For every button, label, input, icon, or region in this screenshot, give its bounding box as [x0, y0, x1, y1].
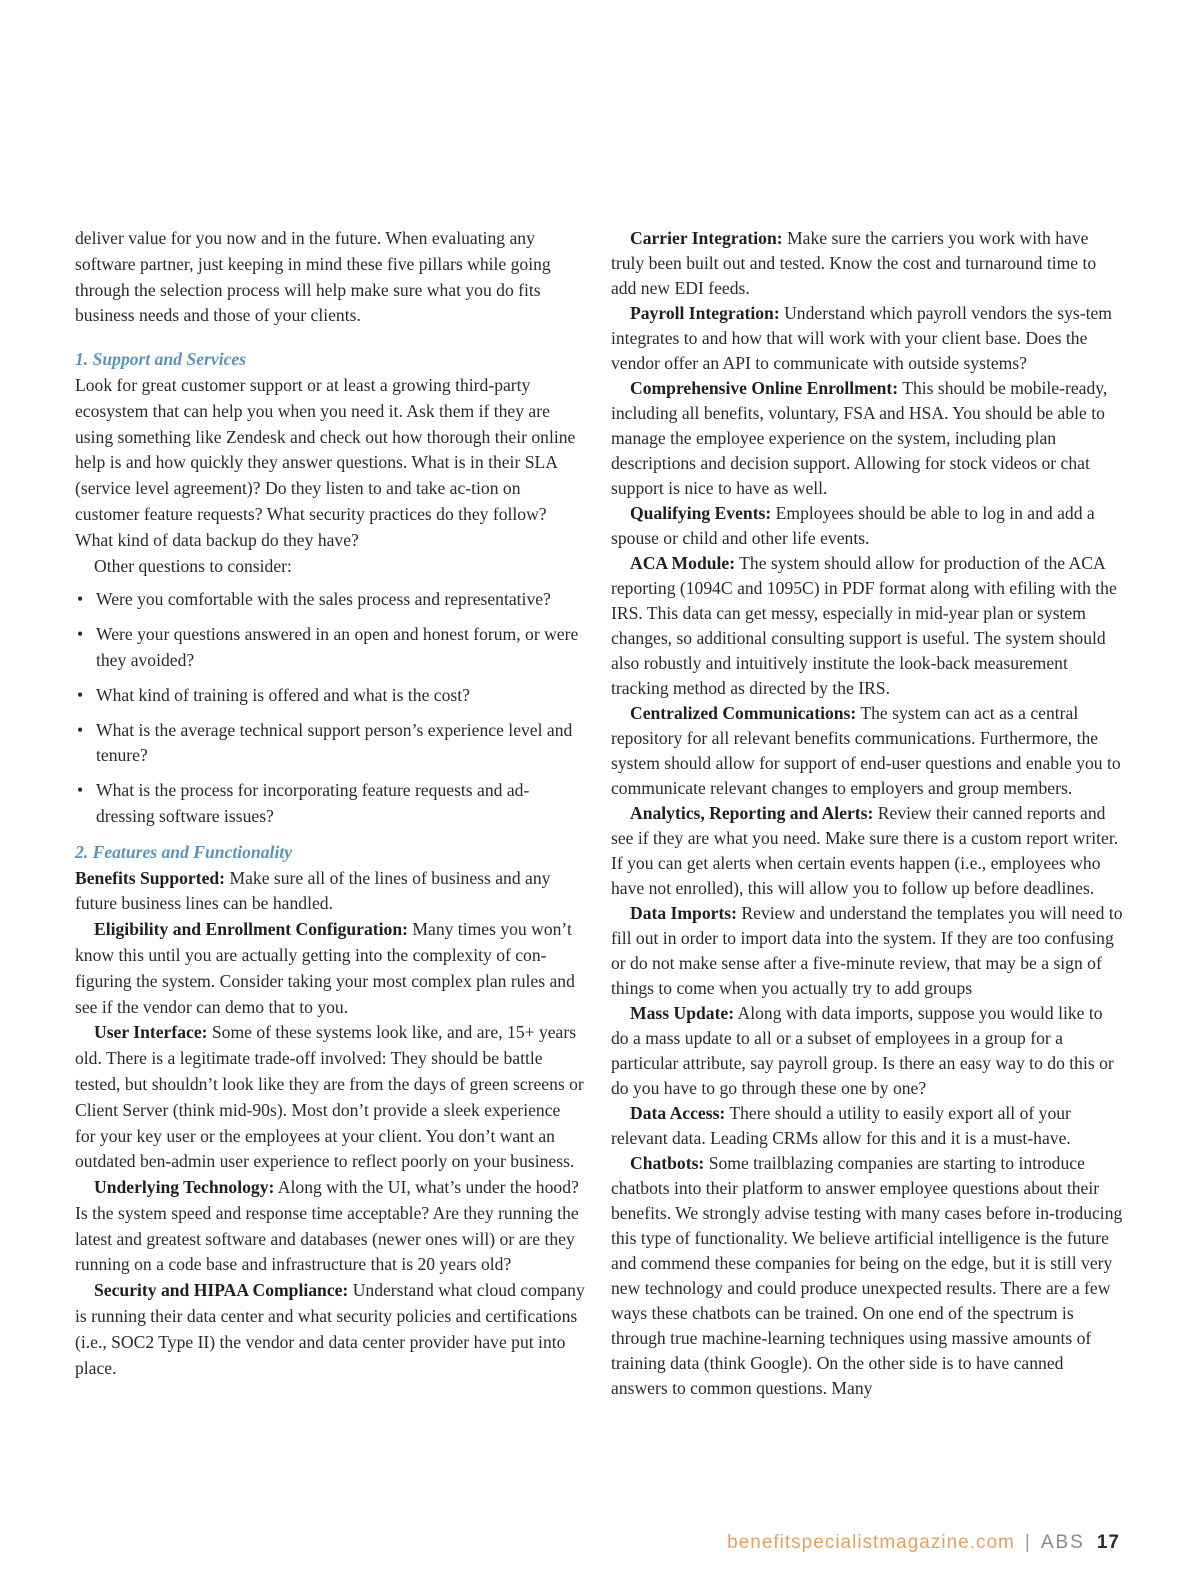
- left-column: [75, 226, 585, 1381]
- list-item: • What is the average technical support person’s experience level and tenure?: [75, 718, 585, 770]
- feature-paragraph: [75, 917, 585, 1020]
- list-item: • Were your questions answered in an open and honest forum, or were they avoided?: [75, 622, 585, 674]
- feature-text: Make sure the carriers you work with have truly been built out and tested. Know the cost and turnaround time to add new EDI feeds.: [611, 228, 1097, 298]
- feature-text: Along with data imports, suppose you would like to do a mass update to all or a subset of employees in a group for a particular attribute, say payroll group. Is there an easy way to do this or do you have to go through these one by one?: [611, 1003, 1114, 1098]
- feature-term: Data Access:: [630, 1103, 726, 1123]
- feature-paragraph: [611, 901, 1123, 1001]
- feature-text: The system can act as a central repository for all relevant benefits communications. Furthermore, the system should allow for support of end-user questions and enable you to communicate relevant changes to employers and group members.: [611, 703, 1121, 798]
- footer-website: benefitspecialistmagazine.com: [727, 1532, 1015, 1553]
- feature-paragraph: [75, 866, 585, 918]
- intro-paragraph: deliver value for you now and in the future. When evaluating any software partner, just keeping in mind these five pillars while going through the selection process will help make sure what you do fits business needs and those of your clients.: [75, 228, 551, 326]
- feature-paragraph: [611, 301, 1123, 376]
- feature-term: Centralized Communications:: [630, 703, 857, 723]
- feature-text: Many times you won’t know this until you are actually getting into the complexity of con-figuring the system. Consider taking your most complex plan rules and see if the vendor can demo that to you.: [75, 919, 575, 1017]
- page-footer: [727, 1532, 1120, 1554]
- feature-text: Some of these systems look like, and are, 15+ years old. There is a legitimate trade-off involved: They should be battle tested, but shouldn’t look like they are from the days of green screens or Client Server (think mid-90s). Most don’t provide a sleek experience for your key user or the employees at your client. You don’t want an outdated ben-admin user experience to reflect poorly on your business.: [75, 1022, 584, 1172]
- right-column: [611, 226, 1123, 1401]
- footer-separator: |: [1024, 1532, 1031, 1553]
- list-item: • Were you comfortable with the sales process and representative?: [75, 587, 585, 613]
- footer-magazine: ABS: [1040, 1532, 1085, 1553]
- feature-text: Along with the UI, what’s under the hood? Is the system speed and response time acceptable? Are they running the latest and greatest software and databases (newer ones will) or are they running on a code base and infrastructure that is 20 years old?: [75, 1177, 579, 1275]
- feature-paragraph: [611, 226, 1123, 301]
- feature-term: Analytics, Reporting and Alerts:: [630, 803, 874, 823]
- feature-text: Make sure all of the lines of business and any future business lines can be handled.: [75, 867, 551, 914]
- feature-term: ACA Module:: [630, 553, 736, 573]
- feature-text: Review their canned reports and see if they are what you need. Make sure there is a custom report writer. If you can get alerts when certain events happen (i.e., employees who have not enrolled), this will allow you to follow up before deadlines.: [611, 803, 1119, 898]
- section-heading-support: 1. Support and Services: [75, 349, 247, 370]
- feature-text: There should a utility to easily export all of your relevant data. Leading CRMs allow for this and it is a must-have.: [611, 1103, 1071, 1148]
- feature-term: Eligibility and Enrollment Configuration:: [94, 919, 408, 940]
- feature-paragraph: [611, 1001, 1123, 1101]
- section-heading-features: 2. Features and Functionality: [75, 841, 293, 862]
- feature-paragraph: [611, 376, 1123, 501]
- feature-paragraph: [75, 1175, 585, 1278]
- feature-text: The system should allow for production of the ACA reporting (1094C and 1095C) in PDF format along with efiling with the IRS. This data can get messy, especially in mid-year plan or system changes, so additional consulting support is useful. The system should also robustly and intuitively institute the look-back measurement tracking method as directed by the IRS.: [611, 553, 1117, 698]
- feature-term: Security and HIPAA Compliance:: [94, 1280, 349, 1301]
- feature-paragraph: [611, 551, 1123, 701]
- feature-text: This should be mobile-ready, including all benefits, voluntary, FSA and HSA. You should be able to manage the employee experience on the system, including plan descriptions and decision support. Allowing for stock videos or chat support is nice to have as well.: [611, 378, 1108, 498]
- feature-text: Understand what cloud company is running their data center and what security policies and certifications (i.e., SOC2 Type II) the vendor and data center provider have put into place.: [75, 1280, 585, 1378]
- feature-term: Benefits Supported:: [75, 867, 226, 888]
- feature-paragraph: [75, 1278, 585, 1381]
- page-number: 17: [1096, 1532, 1120, 1553]
- feature-term: Comprehensive Online Enrollment:: [630, 378, 899, 398]
- feature-paragraph: [611, 701, 1123, 801]
- feature-text: Review and understand the templates you will need to fill out in order to import data into the system. If they are too confusing or do not make sense after a five-minute review, that may be a sign of things to come when you actually try to add groups: [611, 903, 1123, 998]
- other-questions-label: Other questions to consider:: [94, 555, 292, 576]
- list-item: • What kind of training is offered and what is the cost?: [75, 683, 585, 709]
- feature-paragraph: [611, 1101, 1123, 1151]
- feature-term: Chatbots:: [630, 1153, 705, 1173]
- feature-term: Carrier Integration:: [630, 228, 783, 248]
- feature-paragraph: [611, 1151, 1123, 1401]
- feature-term: Qualifying Events:: [630, 503, 772, 523]
- question-list: [75, 587, 585, 829]
- feature-paragraph: [611, 801, 1123, 901]
- feature-term: Payroll Integration:: [630, 303, 780, 323]
- support-paragraph: Look for great customer support or at least a growing third-party ecosystem that can help you when you need it. Ask them if they are using something like Zendesk and check out how thorough their online help is and how quickly they answer questions. What is in their SLA (service level agreement)? Do they listen to and take ac-tion on customer feature requests? What security practices do they follow? What kind of data backup do they have?: [75, 374, 576, 550]
- feature-term: User Interface:: [94, 1022, 208, 1043]
- feature-text: Understand which payroll vendors the sys-tem integrates to and how that will work with your client base. Does the vendor offer an API to communicate with outside systems?: [611, 303, 1112, 373]
- feature-text: Employees should be able to log in and add a spouse or child and other life events.: [611, 503, 1095, 548]
- feature-term: Data Imports:: [630, 903, 738, 923]
- feature-term: Underlying Technology:: [94, 1177, 275, 1198]
- feature-text: Some trailblazing companies are starting to introduce chatbots into their platform to answer employee questions about their benefits. We strongly advise testing with many cases before in-troducing this type of functionality. We believe artificial intelligence is the future and commend these companies for being on the edge, but it is still very new technology and could produce unexpected results. There are a few ways these chatbots can be trained. On one end of the spectrum is through true machine-learning techniques using massive amounts of training data (think Google). On the other side is to have canned answers to common questions. Many: [611, 1153, 1123, 1398]
- feature-paragraph: [75, 1020, 585, 1175]
- feature-paragraph: [611, 501, 1123, 551]
- feature-term: Mass Update:: [630, 1003, 735, 1023]
- list-item: • What is the process for incorporating feature requests and ad-dressing software issues?: [75, 778, 585, 830]
